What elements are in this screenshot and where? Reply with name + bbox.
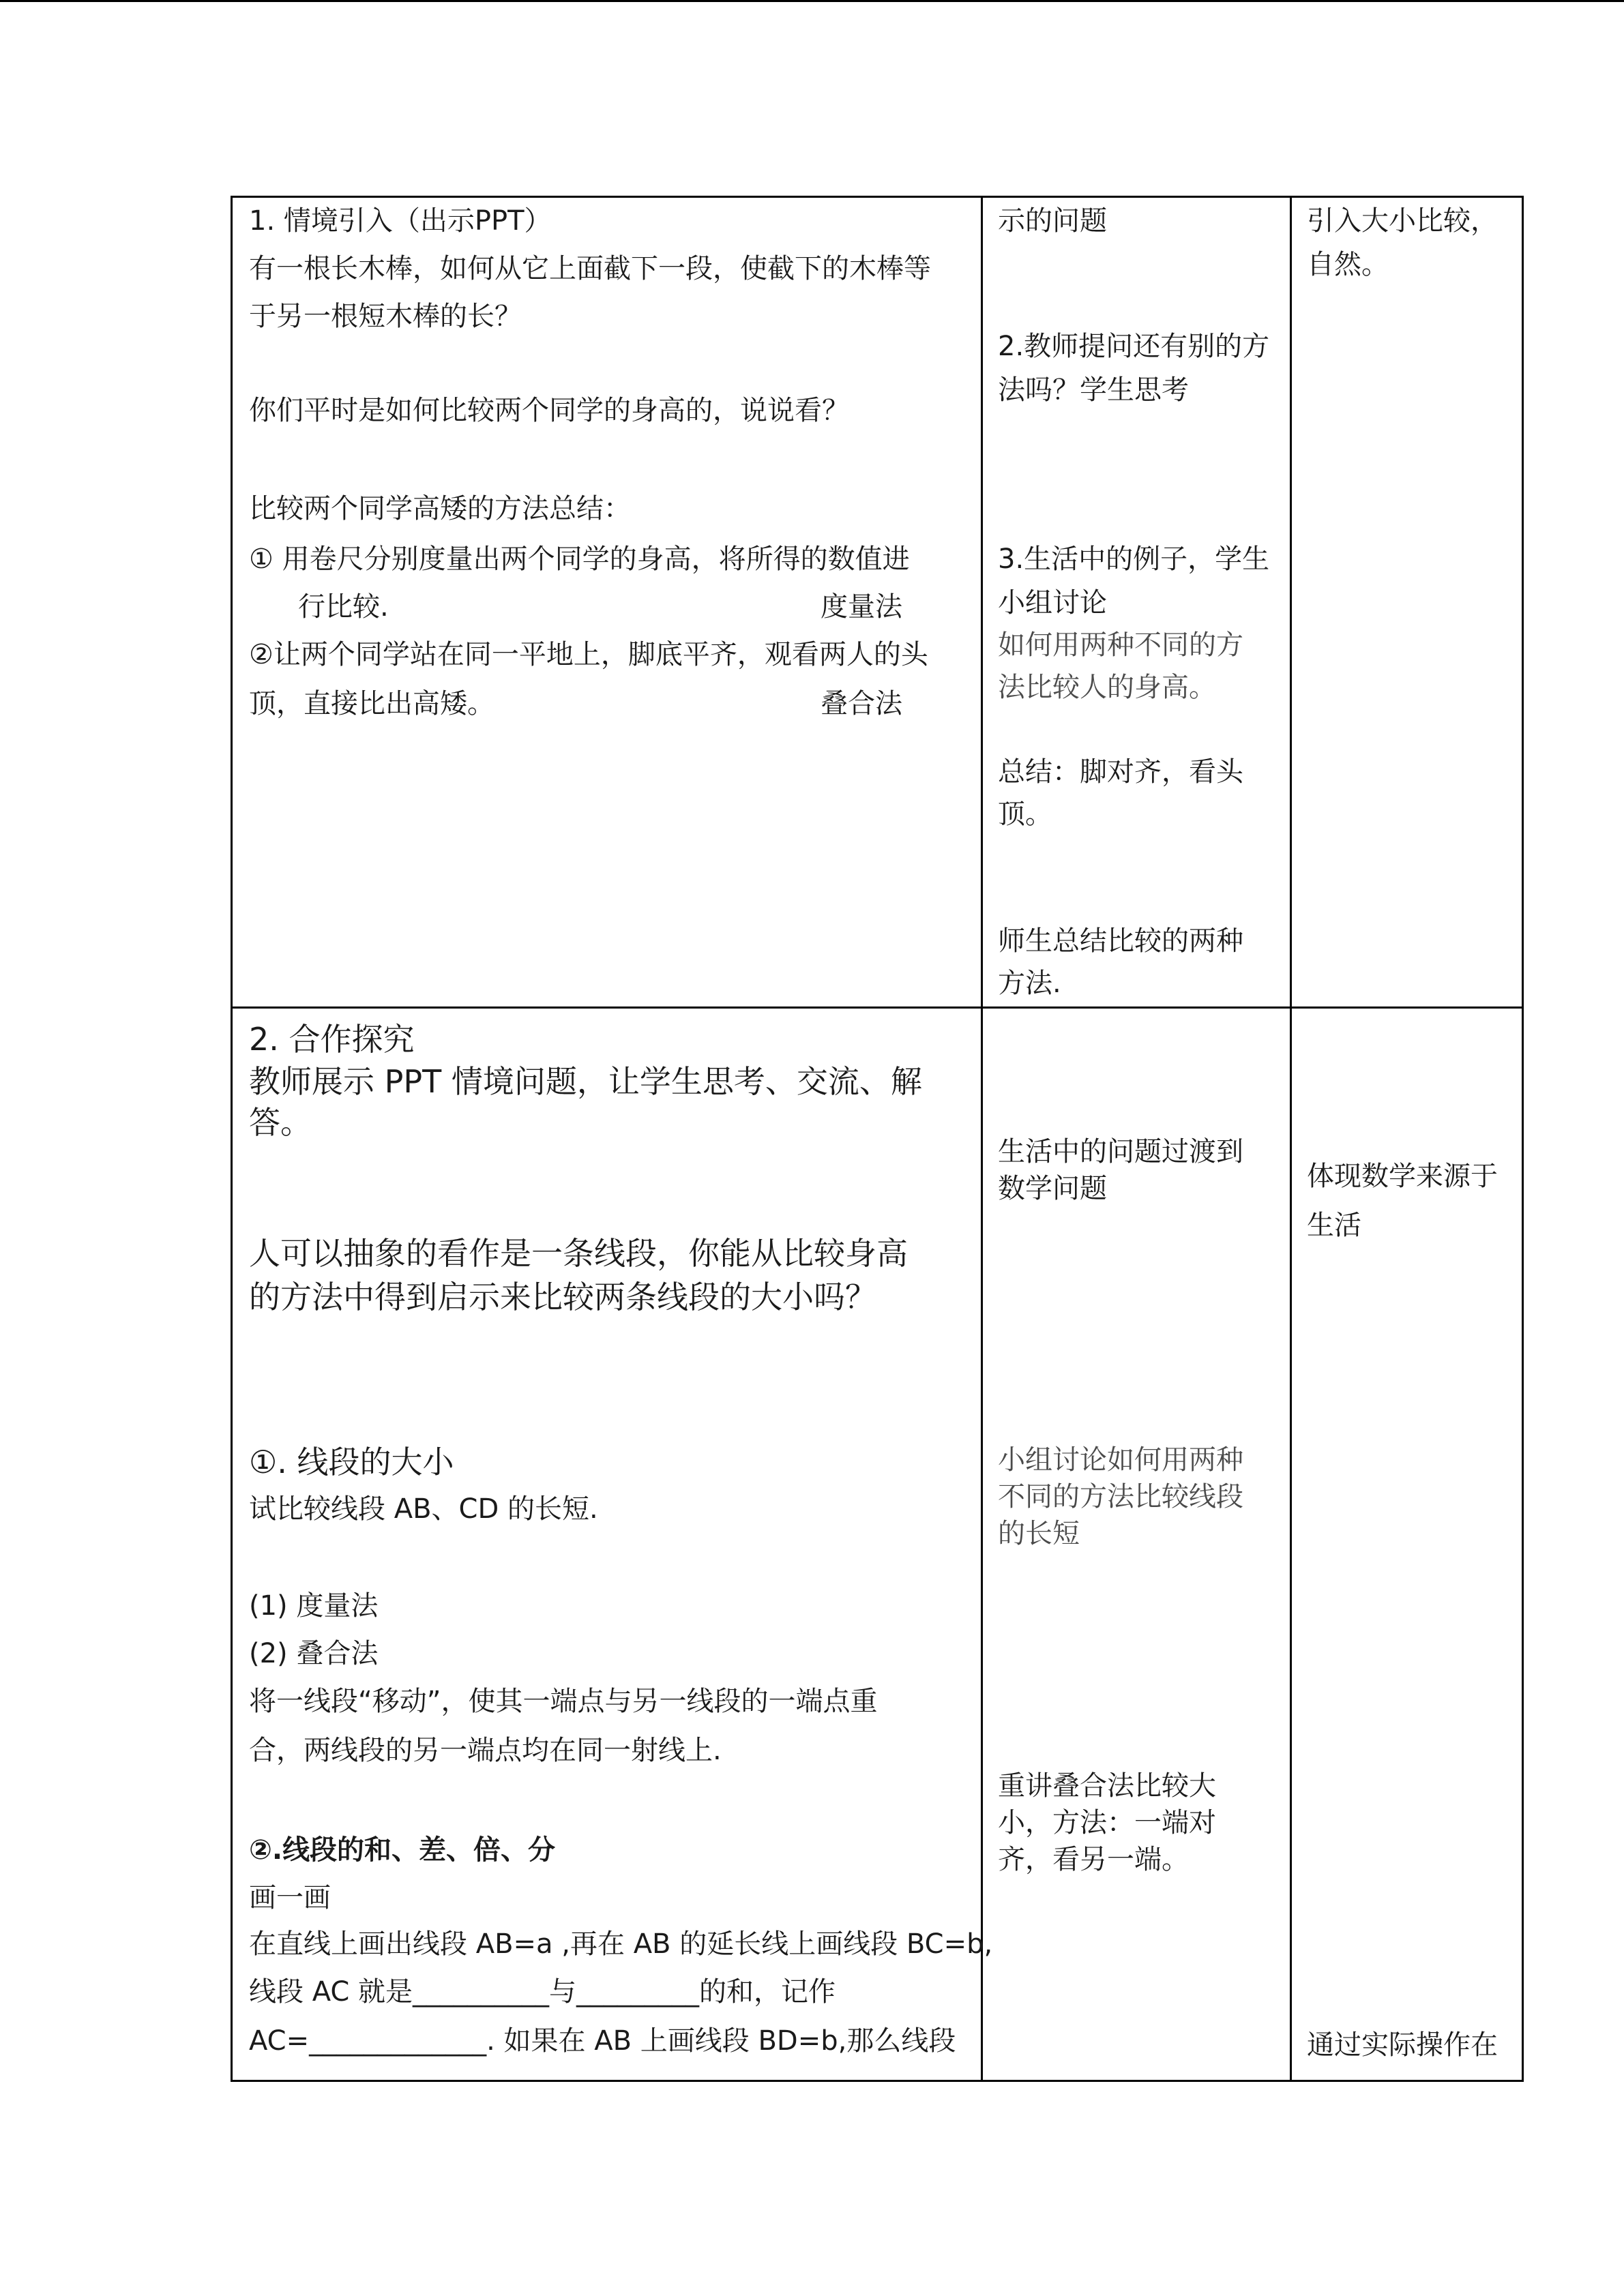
text-line: 将一线段“移动”，使其一端点与另一线段的一端点重	[249, 1686, 878, 1717]
text-line: 不同的方法比较线段	[998, 1481, 1243, 1512]
text-line: 3.生活中的例子，学生	[998, 543, 1270, 575]
method-item: (2) 叠合法	[249, 1638, 379, 1669]
text-line: ②让两个同学站在同一平地上，脚底平齐，观看两人的头	[249, 639, 928, 670]
text-line: 师生总结比较的两种	[998, 925, 1243, 957]
intent-cell	[1291, 197, 1523, 1008]
text-line: 有一根长木棒，如何从它上面截下一段，使截下的木棒等	[249, 253, 931, 284]
text-line: 法吗？学生思考	[998, 374, 1189, 406]
subsection-heading: ①. 线段的大小	[249, 1444, 454, 1480]
text-line: 生活中的问题过渡到	[998, 1136, 1243, 1167]
text-line: 引入大小比较，	[1307, 205, 1498, 237]
text-line: 法比较人的身高。	[998, 672, 1216, 703]
text-line: 通过实际操作在	[1307, 2029, 1498, 2061]
activity-cell	[982, 197, 1291, 1008]
fill-in-line: 线段 AC 就是__________与_________的和，记作	[249, 1976, 836, 2008]
method-label: 叠合法	[821, 688, 902, 719]
page-top-rule	[0, 0, 1624, 2]
summary-line: 总结：脚对齐，看头	[998, 756, 1243, 788]
text-line: ① 用卷尺分别度量出两个同学的身高，将所得的数值进	[249, 543, 910, 575]
method-item: (1) 度量法	[249, 1590, 379, 1622]
text-line: 自然。	[1307, 249, 1389, 280]
text-line: 2.教师提问还有别的方	[998, 331, 1270, 362]
text-line: 数学问题	[998, 1173, 1107, 1204]
question-line: 的方法中得到启示来比较两条线段的大小吗？	[249, 1279, 876, 1315]
text-line: 顶，直接比出高矮。	[249, 688, 494, 719]
intent-cell	[1291, 1008, 1523, 2081]
text-line: 于另一根短木棒的长？	[249, 301, 522, 332]
subsection-heading: ②.线段的和、差、倍、分	[249, 1834, 556, 1866]
content-cell	[232, 1008, 993, 2081]
text-line: 比较两个同学高矮的方法总结：	[249, 493, 631, 524]
summary-line: 顶。	[998, 799, 1052, 830]
section-heading: 1. 情境引入（出示PPT）	[249, 205, 552, 237]
text-line: 体现数学来源于	[1307, 1161, 1498, 1192]
activity-cell	[982, 1008, 1291, 2081]
text-line: 在直线上画出线段 AB=a ,再在 AB 的延长线上画线段 BC=b,	[249, 1928, 993, 1960]
text-line: 画一画	[249, 1882, 331, 1913]
section-heading: 2. 合作探究	[249, 1021, 415, 1058]
text-line: 小组讨论如何用两种	[998, 1444, 1243, 1476]
content-cell	[232, 197, 982, 1008]
question-line: 人可以抽象的看作是一条线段，你能从比较身高	[249, 1235, 908, 1272]
text-line: 教师展示 PPT 情境问题，让学生思考、交流、解	[249, 1063, 922, 1100]
text-line: 答。	[249, 1104, 312, 1141]
text-line: 的长短	[998, 1518, 1080, 1549]
text-line: 生活	[1307, 1210, 1361, 1241]
text-line: 示的问题	[998, 205, 1107, 237]
lesson-plan-table	[231, 196, 1524, 2082]
table-row	[232, 197, 1523, 1008]
text-line: 如何用两种不同的方	[998, 629, 1243, 661]
text-line: 你们平时是如何比较两个同学的身高的，说说看？	[249, 395, 849, 426]
text-line: 小组讨论	[998, 587, 1107, 618]
text-line: 试比较线段 AB、CD 的长短.	[249, 1493, 598, 1525]
text-line: 合，两线段的另一端点均在同一射线上.	[249, 1735, 722, 1766]
fill-in-line: AC=_____________. 如果在 AB 上画线段 BD=b,那么线段	[249, 2025, 956, 2057]
method-label: 度量法	[821, 591, 902, 623]
text-line: 齐，看另一端。	[998, 1844, 1189, 1875]
text-line: 重讲叠合法比较大	[998, 1770, 1216, 1802]
table-row	[232, 1008, 1523, 2081]
text-line: 方法.	[998, 968, 1061, 999]
text-line: 小，方法：一端对	[998, 1807, 1216, 1838]
text-line: 行比较.	[298, 591, 389, 623]
